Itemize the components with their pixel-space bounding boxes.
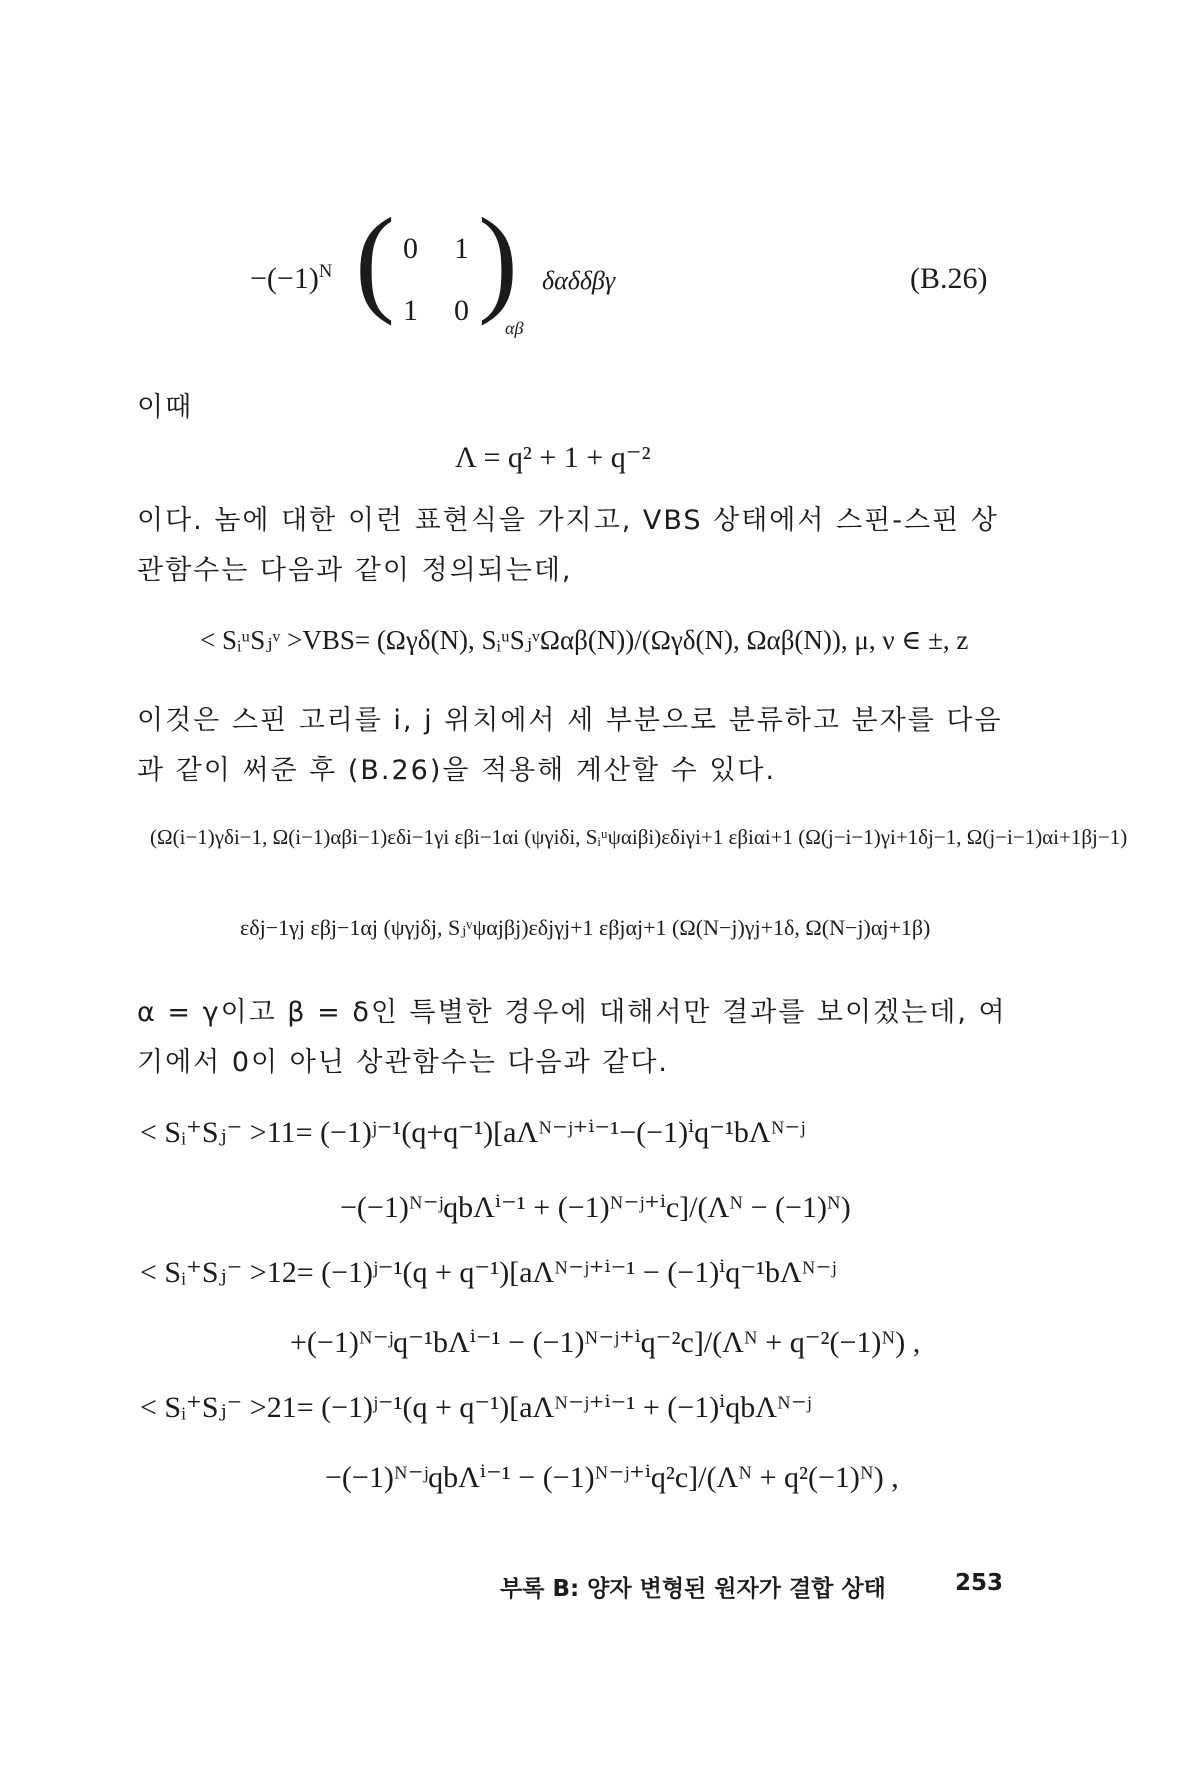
deltas: δαδδβγ: [542, 266, 616, 295]
left-paren: (: [355, 193, 395, 326]
paragraph-2-line-1: 이것은 스핀 고리를 i, j 위치에서 세 부분으로 분류하고 분자를 다음: [137, 705, 1003, 736]
paragraph-3-line-2: 기에서 0이 아닌 상관함수는 다음과 같다.: [137, 1047, 669, 1078]
corr-21-line-2: −(−1)ᴺ⁻ʲqbΛⁱ⁻¹ − (−1)ᴺ⁻ʲ⁺ⁱq²c]/(Λᴺ + q²(−1)ᴺ) ,: [325, 1461, 899, 1494]
text-itte: 이때: [137, 392, 194, 423]
corr-21-line-1: < Sᵢ⁺Sⱼ⁻ >21= (−1)ʲ⁻¹(q + q⁻¹)[aΛᴺ⁻ʲ⁺ⁱ⁻¹ + (−1)ⁱqbΛᴺ⁻ʲ: [140, 1391, 812, 1424]
page-number: 253: [955, 1570, 1004, 1596]
matrix: 0 1 1 0: [403, 232, 469, 327]
equation-split-2: εδj−1γj εβj−1αj (ψγjδj, Sⱼᵛψαjβj)εδjγj+1 εβjαj+1 (Ω(N−j)γj+1δ, Ω(N−j)αj+1β): [240, 915, 931, 940]
corr-11-line-2: −(−1)ᴺ⁻ʲqbΛⁱ⁻¹ + (−1)ᴺ⁻ʲ⁺ⁱc]/(Λᴺ − (−1)ᴺ): [340, 1191, 851, 1224]
corr-12-line-2: +(−1)ᴺ⁻ʲq⁻¹bΛⁱ⁻¹ − (−1)ᴺ⁻ʲ⁺ⁱq⁻²c]/(Λᴺ + q⁻²(−1)ᴺ) ,: [290, 1326, 921, 1359]
paragraph-3-line-1: α = γ이고 β = δ인 특별한 경우에 대해서만 결과를 보이겠는데, 여: [137, 997, 1007, 1028]
equation-label: (B.26): [910, 262, 988, 295]
paragraph-1-line-2: 관함수는 다음과 같이 정의되는데,: [137, 555, 573, 586]
paragraph-2-line-2: 과 같이 써준 후 (B.26)을 적용해 계산할 수 있다.: [137, 755, 777, 786]
right-paren: ): [478, 193, 518, 326]
equation-b26: [250, 193, 1010, 360]
equation-split-1: (Ω(i−1)γδi−1, Ω(i−1)αβi−1)εδi−1γi εβi−1αi (ψγiδi, Sᵢᵘψαiβi)εδiγi+1 εβiαi+1 (Ω(j−i−1)γi+1δj−1, Ω(j−i−1)αi+1βj−1): [150, 825, 1128, 849]
corr-12-line-1: < Sᵢ⁺Sⱼ⁻ >12= (−1)ʲ⁻¹(q + q⁻¹)[aΛᴺ⁻ʲ⁺ⁱ⁻¹ − (−1)ⁱq⁻¹bΛᴺ⁻ʲ: [140, 1256, 837, 1289]
equation-lambda: Λ = q² + 1 + q⁻²: [455, 441, 651, 474]
paragraph-1-line-1: 이다. 놈에 대한 이런 표현식을 가지고, VBS 상태에서 스핀-스핀 상: [137, 505, 999, 536]
matrix-subscript: αβ: [505, 318, 524, 338]
footer-title: 부록 B: 양자 변형된 원자가 결합 상태: [500, 1576, 886, 1602]
equation-b26-prefix: $-(-1)^N$: [250, 261, 333, 295]
equation-vbs: < SᵢᵘSⱼᵛ >VBS= (Ωγδ(N), SᵢᵘSⱼᵛΩαβ(N))/(Ωγδ(N), Ωαβ(N)), μ, ν ∈ ±, z: [200, 625, 969, 655]
corr-11-line-1: < Sᵢ⁺Sⱼ⁻ >11= (−1)ʲ⁻¹(q+q⁻¹)[aΛᴺ⁻ʲ⁺ⁱ⁻¹−(−1)ⁱq⁻¹bΛᴺ⁻ʲ: [140, 1116, 806, 1149]
